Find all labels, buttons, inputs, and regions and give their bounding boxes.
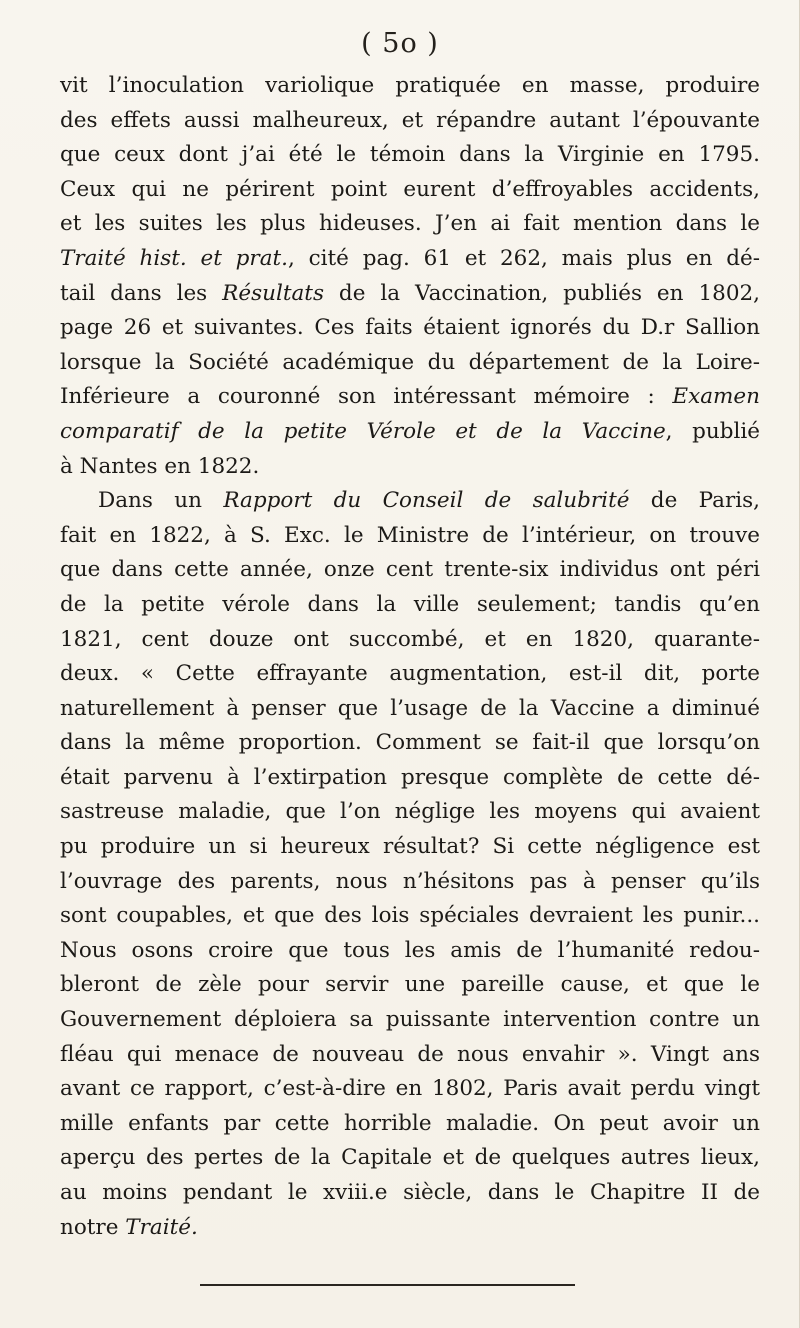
text-line: était parvenu à l’extirpation presque complète de cette dé- — [60, 764, 760, 790]
text-line: Inférieure a couronné son intéressant mémoire : Examen — [60, 384, 760, 410]
text-line: tail dans les Résultats de la Vaccination, publiés en 1802, — [60, 280, 761, 306]
page-number: ( 5o ) — [361, 28, 439, 59]
text-line: Dans un Rapport du Conseil de salubrité de Paris, — [98, 488, 760, 514]
text-line: l’ouvrage des parents, nous n’hésitons pas à penser qu’ils — [60, 868, 760, 894]
text-line: Ceux qui ne périrent point eurent d’effroyables accidents, — [60, 176, 760, 202]
text-line: au moins pendant le xviii.e siècle, dans le Chapitre II de — [60, 1180, 760, 1205]
text-line: mille enfants par cette horrible maladie. On peut avoir un — [60, 1110, 760, 1136]
text-line: que ceux dont j’ai été le témoin dans la Virginie en 1795. — [60, 142, 760, 168]
text-line: sont coupables, et que des lois spéciales devraient les punir... — [60, 903, 760, 929]
text-line: naturellement à penser que l’usage de la Vaccine a diminué — [60, 695, 760, 721]
text-line: Traité hist. et prat., cité pag. 61 et 262, mais plus en dé- — [60, 245, 760, 271]
text-line: dans la même proportion. Comment se fait-il que lorsqu’on — [60, 730, 760, 756]
text-line: fléau qui menace de nouveau de nous envahir ». Vingt ans — [60, 1041, 760, 1067]
text-line: à Nantes en 1822. — [60, 453, 260, 479]
italic-title: Rapport du Conseil de salubrité — [223, 488, 630, 514]
italic-title: comparatif de la petite Vérole et de la Vaccine — [60, 418, 666, 444]
text-line: aperçu des pertes de la Capitale et de quelques autres lieux, — [60, 1145, 760, 1171]
text-line: lorsque la Société académique du département de la Loire- — [60, 349, 760, 375]
text-line: bleront de zèle pour servir une pareille cause, et que le — [60, 972, 760, 998]
body-text — [60, 69, 760, 1245]
text-line: deux. « Cette effrayante augmentation, est-il dit, porte — [60, 661, 760, 687]
text-line: notre Traité. — [60, 1214, 198, 1240]
text-line: fait en 1822, à S. Exc. le Ministre de l’intérieur, on trouve — [60, 522, 760, 548]
text-line: et les suites les plus hideuses. J’en ai fait mention dans le — [60, 211, 760, 237]
text-line: que dans cette année, onze cent trente-six individus ont péri — [60, 557, 760, 583]
text-line: des effets aussi malheureux, et répandre autant l’épouvante — [60, 107, 760, 133]
text-line: avant ce rapport, c’est-à-dire en 1802, Paris avait perdu vingt — [60, 1076, 760, 1102]
text-line: 1821, cent douze ont succombé, et en 1820, quarante- — [60, 626, 760, 652]
text-line: Nous osons croire que tous les amis de l’humanité redou- — [60, 937, 760, 963]
text-line: de la petite vérole dans la ville seulement; tandis qu’en — [60, 591, 760, 617]
italic-title: Résultats — [222, 280, 324, 306]
text-line: sastreuse maladie, que l’on néglige les moyens qui avaient — [60, 799, 760, 825]
italic-title: Traité hist. et prat. — [60, 245, 288, 271]
end-rule-divider — [200, 1284, 575, 1286]
text-line: Gouvernement déploiera sa puissante intervention contre un — [60, 1007, 760, 1033]
text-line: pu produire un si heureux résultat? Si cette négligence est — [60, 834, 760, 860]
text-line: comparatif de la petite Vérole et de la Vaccine, publié — [60, 418, 760, 444]
text-line: vit l’inoculation variolique pratiquée en masse, produire — [60, 73, 760, 98]
italic-title: Traité. — [125, 1214, 198, 1240]
italic-title: Examen — [672, 384, 760, 410]
text-line: page 26 et suivantes. Ces faits étaient ignorés du D.r Sallion — [60, 315, 760, 341]
